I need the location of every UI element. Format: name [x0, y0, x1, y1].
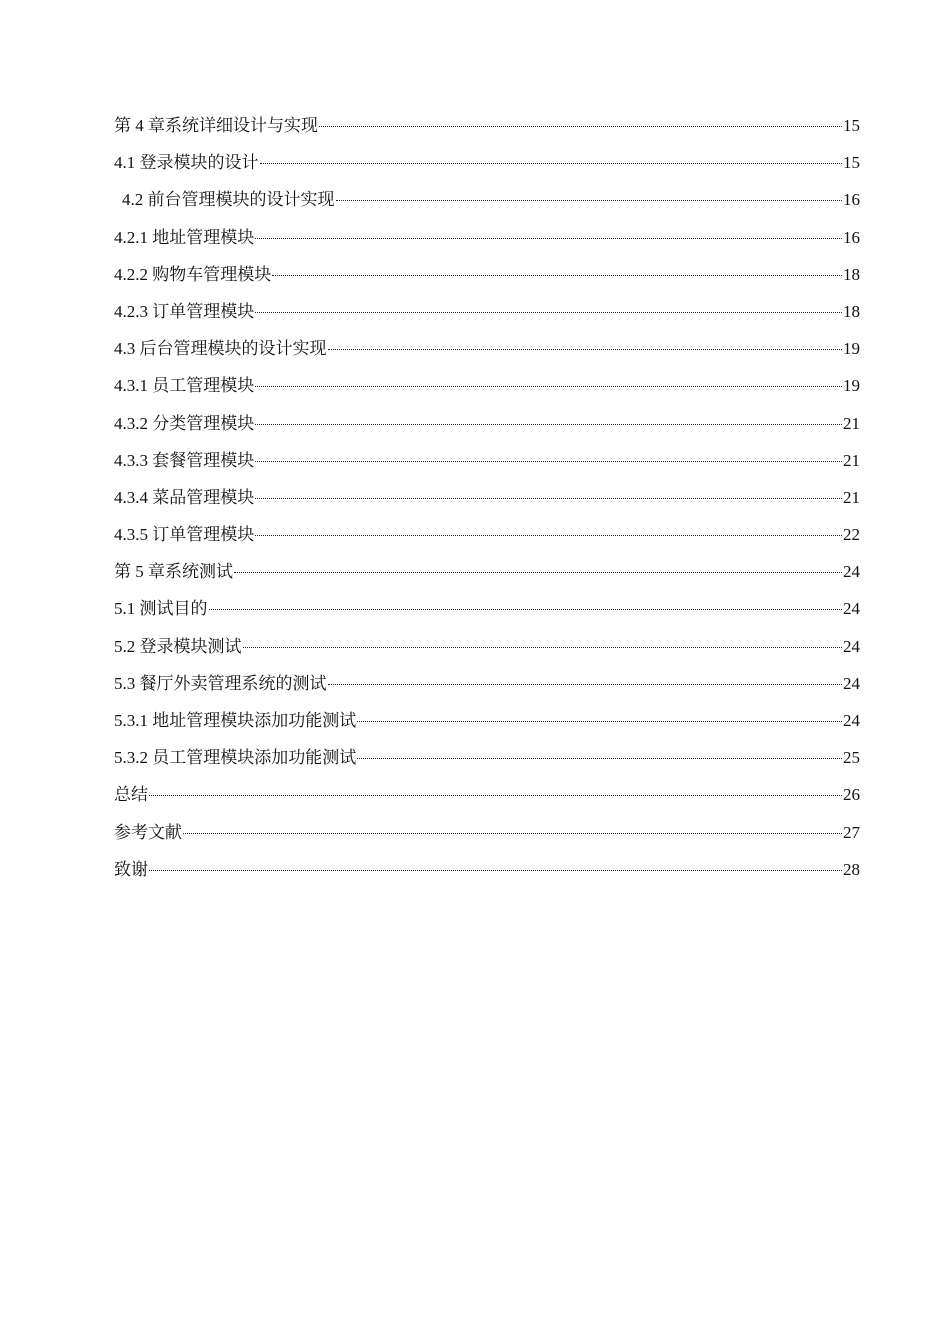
toc-entry-title: 4.3.3 套餐管理模块 — [114, 450, 255, 470]
toc-entry[interactable] — [114, 442, 860, 479]
toc-entry-page-number: 28 — [843, 859, 860, 879]
toc-dot-leader — [272, 275, 842, 276]
toc-entry-title: 4.3.4 菜品管理模块 — [114, 487, 255, 507]
toc-dot-leader — [357, 758, 842, 759]
toc-entry[interactable] — [114, 702, 860, 739]
toc-dot-leader — [255, 312, 842, 313]
toc-entry-title: 4.3.1 员工管理模块 — [114, 376, 255, 396]
toc-dot-leader — [255, 424, 842, 425]
table-of-contents — [114, 107, 860, 888]
toc-entry-title: 第 4 章系统详细设计与实现 — [114, 116, 318, 135]
toc-entry-title: 4.1 登录模块的设计 — [114, 153, 259, 173]
toc-dot-leader — [183, 833, 842, 834]
toc-dot-leader — [243, 647, 843, 648]
toc-entry[interactable] — [114, 219, 860, 256]
toc-dot-leader — [260, 163, 843, 164]
toc-entry-title: 5.1 测试目的 — [114, 599, 208, 619]
toc-dot-leader — [328, 349, 843, 350]
toc-entry[interactable] — [114, 739, 860, 776]
toc-entry-title: 4.2.2 购物车管理模块 — [114, 264, 272, 284]
toc-entry-page-number: 24 — [843, 673, 860, 693]
toc-entry[interactable] — [114, 665, 860, 702]
toc-entry-title: 4.2.1 地址管理模块 — [114, 227, 255, 247]
toc-entry-title: 4.3 后台管理模块的设计实现 — [114, 339, 327, 359]
toc-entry[interactable] — [114, 516, 860, 553]
toc-entry-title: 参考文献 — [114, 822, 182, 842]
toc-dot-leader — [319, 126, 842, 127]
toc-entry-page-number: 15 — [843, 153, 860, 173]
toc-entry-page-number: 25 — [843, 748, 860, 768]
toc-dot-leader — [255, 498, 842, 499]
toc-entry[interactable] — [114, 256, 860, 293]
toc-entry-page-number: 16 — [843, 227, 860, 247]
toc-entry-page-number: 21 — [843, 450, 860, 470]
toc-entry-title: 5.2 登录模块测试 — [114, 636, 242, 656]
toc-entry[interactable] — [114, 814, 860, 851]
toc-dot-leader — [255, 238, 842, 239]
toc-entry-title: 4.2.3 订单管理模块 — [114, 301, 255, 321]
toc-entry[interactable] — [114, 628, 860, 665]
toc-entry-page-number: 18 — [843, 264, 860, 284]
toc-entry-page-number: 16 — [843, 190, 860, 210]
toc-entry-page-number: 24 — [843, 636, 860, 656]
toc-entry-title: 4.3.2 分类管理模块 — [114, 413, 255, 433]
toc-entry-title: 4.3.5 订单管理模块 — [114, 525, 255, 545]
toc-entry-page-number: 24 — [843, 599, 860, 619]
toc-entry-page-number: 18 — [843, 301, 860, 321]
toc-entry-page-number: 27 — [843, 822, 860, 842]
toc-entry[interactable] — [114, 107, 860, 144]
toc-entry-title: 第 5 章系统测试 — [114, 562, 233, 582]
toc-dot-leader — [255, 386, 842, 387]
toc-entry-title: 5.3 餐厅外卖管理系统的测试 — [114, 673, 327, 693]
toc-entry[interactable] — [114, 293, 860, 330]
toc-entry-page-number: 26 — [843, 785, 860, 805]
toc-entry-page-number: 21 — [843, 487, 860, 507]
toc-dot-leader — [255, 535, 842, 536]
toc-dot-leader — [328, 684, 843, 685]
toc-entry-page-number: 22 — [843, 525, 860, 545]
toc-entry-page-number: 19 — [843, 376, 860, 396]
toc-entry[interactable] — [114, 553, 860, 590]
toc-entry-title: 总结 — [114, 785, 148, 805]
toc-dot-leader — [149, 870, 842, 871]
toc-dot-leader — [209, 609, 843, 610]
toc-entry-page-number: 19 — [843, 339, 860, 359]
toc-entry-page-number: 24 — [843, 711, 860, 730]
toc-entry[interactable] — [114, 367, 860, 404]
toc-entry[interactable] — [114, 144, 860, 181]
toc-entry-title: 5.3.1 地址管理模块添加功能测试 — [114, 711, 357, 730]
toc-entry[interactable] — [114, 330, 860, 367]
toc-dot-leader — [357, 721, 842, 722]
toc-entry-page-number: 24 — [843, 562, 860, 582]
toc-entry[interactable] — [114, 479, 860, 516]
toc-entry-title: 4.2 前台管理模块的设计实现 — [122, 190, 335, 210]
toc-entry[interactable] — [114, 851, 860, 888]
toc-dot-leader — [234, 572, 842, 573]
toc-entry-page-number: 15 — [843, 116, 860, 135]
toc-entry-title: 5.3.2 员工管理模块添加功能测试 — [114, 748, 357, 768]
toc-dot-leader — [255, 461, 842, 462]
toc-entry-page-number: 21 — [843, 413, 860, 433]
toc-entry[interactable] — [114, 181, 860, 218]
toc-dot-leader — [336, 200, 843, 201]
toc-entry-title: 致谢 — [114, 859, 148, 879]
toc-entry[interactable] — [114, 776, 860, 813]
toc-entry[interactable] — [114, 405, 860, 442]
toc-entry[interactable] — [114, 590, 860, 627]
toc-dot-leader — [149, 795, 842, 796]
